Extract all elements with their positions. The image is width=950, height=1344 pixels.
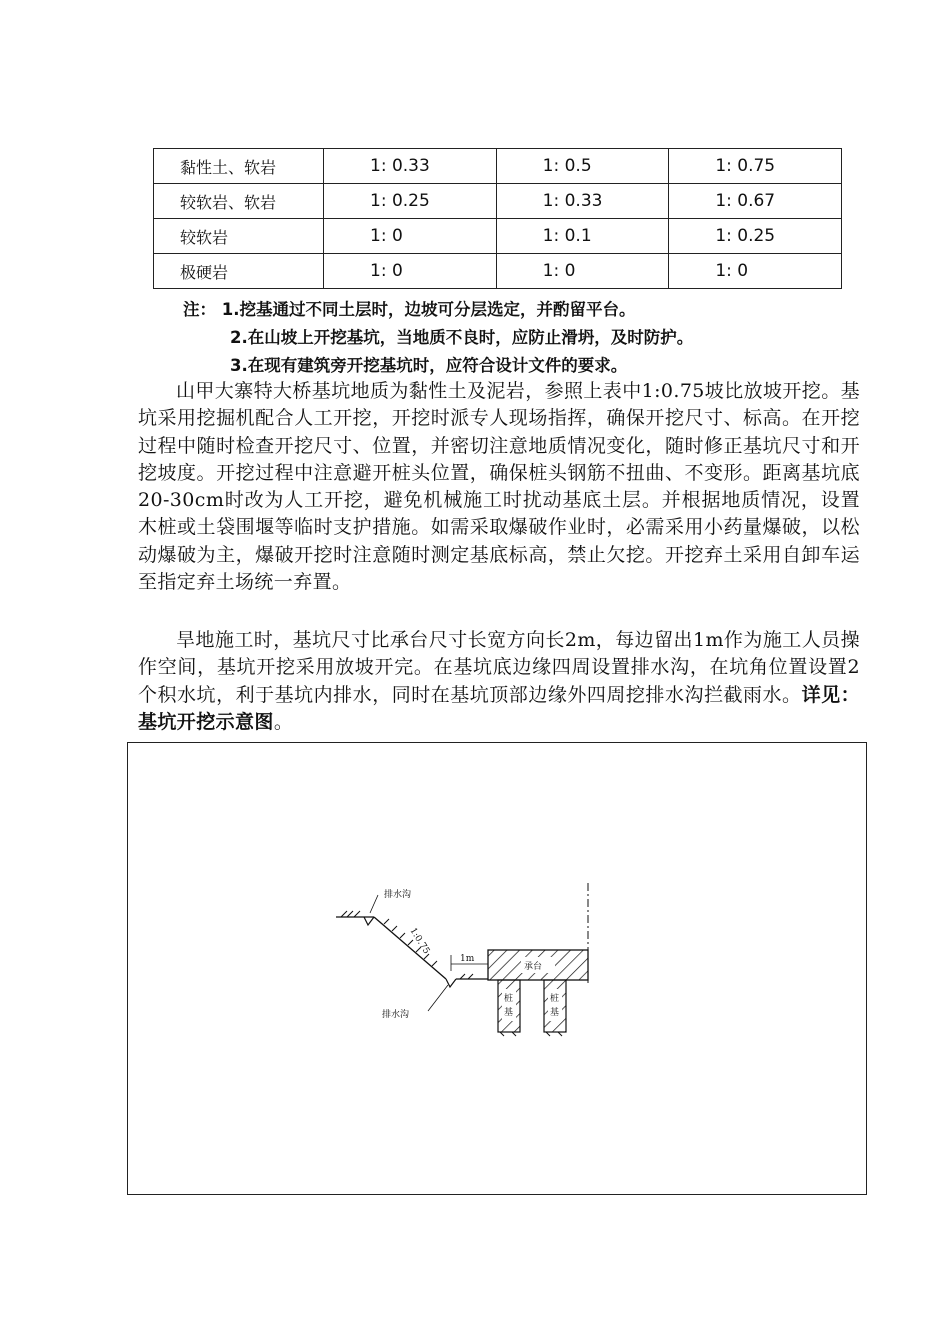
soil-type-cell: 黏性土、软岩 — [154, 149, 324, 184]
working-space-dimension — [451, 954, 488, 971]
slope-ratio-label: 1:0.75 — [407, 926, 432, 957]
note-text: 在现有建筑旁开挖基坑时，应符合设计文件的要求。 — [247, 356, 628, 375]
pile-1 — [498, 980, 520, 1036]
note-line-3 — [230, 352, 627, 376]
excavation-slope — [374, 917, 446, 979]
note-text: 挖基通过不同土层时，边坡可分层选定，并酌留平台。 — [239, 300, 636, 319]
body-paragraph-2 — [138, 627, 860, 736]
excavation-diagram — [128, 743, 868, 1196]
pile-cap — [488, 950, 588, 980]
width-label: 1m — [460, 954, 475, 964]
soil-type-cell: 较软岩 — [154, 219, 324, 254]
note-number: 2. — [230, 328, 248, 347]
note-text: 在山坡上开挖基坑，当地质不良时，应防止滑坍，及时防护。 — [247, 328, 694, 347]
slope-value-cell: 1: 0.5 — [496, 149, 669, 184]
slope-value-cell: 1: 0 — [324, 254, 497, 289]
paragraph-text: 旱地施工时，基坑尺寸比承台尺寸长宽方向长2m，每边留出1m作为施工人员操作空间，基坑开挖采用放坡开完。在基坑底边缘四周设置排水沟，在坑角位置设置2个积水坑，利于基坑内排水，同时在基坑顶部边缘外四周挖排水沟拦截雨水。 — [138, 629, 860, 706]
cap-label: 承台 — [524, 962, 543, 972]
note-line-1 — [183, 296, 636, 320]
figure-reference: 详见：基坑开挖示意图 — [138, 683, 860, 733]
pile-1-text: 桩 — [504, 994, 514, 1004]
slope-ratio-table — [153, 148, 842, 289]
pile-2-text: 桩 — [550, 994, 560, 1004]
body-paragraph-1: 山甲大寨特大桥基坑地质为黏性土及泥岩，参照上表中1:0.75坡比放坡开挖。基坑采用挖掘机配合人工开挖，开挖时派专人现场指挥，确保开挖尺寸、标高。在开挖过程中随时检查开挖尺寸、位置，并密切注意地质情况变化，随时修正基坑尺寸和开挖坡度。开挖过程中注意避开桩头位置，确保桩头钢筋不扭曲、不变形。距离基坑底20-30cm时改为人工开挖，避免机械施工时扰动基底土层。并根据地质情况，设置木桩或土袋围堰等临时支护措施。如需采取爆破作业时，必需采用小药量爆破，以松动爆破为主，爆破开挖时注意随时测定基底标高，禁止欠挖。开挖弃土采用自卸车运至指定弃土场统一弃置。 — [138, 380, 860, 594]
slope-value-cell: 1: 0 — [324, 219, 497, 254]
pile-2-label: 桩基 — [550, 994, 560, 1018]
slope-value-cell: 1: 0 — [669, 254, 842, 289]
soil-type-cell: 极硬岩 — [154, 254, 324, 289]
note-line-2 — [230, 324, 693, 348]
pile-2 — [544, 980, 566, 1036]
ground-surface — [336, 911, 374, 917]
bottom-ditch-label: 排水沟 — [382, 1010, 410, 1020]
top-drainage-ditch — [364, 888, 411, 925]
note-number: 1. — [221, 300, 240, 319]
slope-value-cell: 1: 0 — [496, 254, 669, 289]
table-row — [154, 219, 842, 254]
slope-value-cell: 1: 0.25 — [324, 184, 497, 219]
slope-value-cell: 1: 0.25 — [669, 219, 842, 254]
note-prefix: 注： — [183, 300, 216, 319]
table-row — [154, 149, 842, 184]
table-row — [154, 184, 842, 219]
pit-bottom — [382, 974, 488, 1020]
soil-type-cell: 较软岩、软岩 — [154, 184, 324, 219]
slope-value-cell: 1: 0.33 — [496, 184, 669, 219]
excavation-diagram-frame — [127, 742, 867, 1195]
slope-value-cell: 1: 0.1 — [496, 219, 669, 254]
slope-value-cell: 1: 0.75 — [669, 149, 842, 184]
note-number: 3. — [230, 356, 248, 375]
table-row — [154, 254, 842, 289]
top-ditch-label: 排水沟 — [384, 890, 412, 900]
paragraph-end: 。 — [273, 710, 294, 733]
slope-value-cell: 1: 0.67 — [669, 184, 842, 219]
pile-1-label: 桩基 — [504, 994, 514, 1018]
slope-value-cell: 1: 0.33 — [324, 149, 497, 184]
